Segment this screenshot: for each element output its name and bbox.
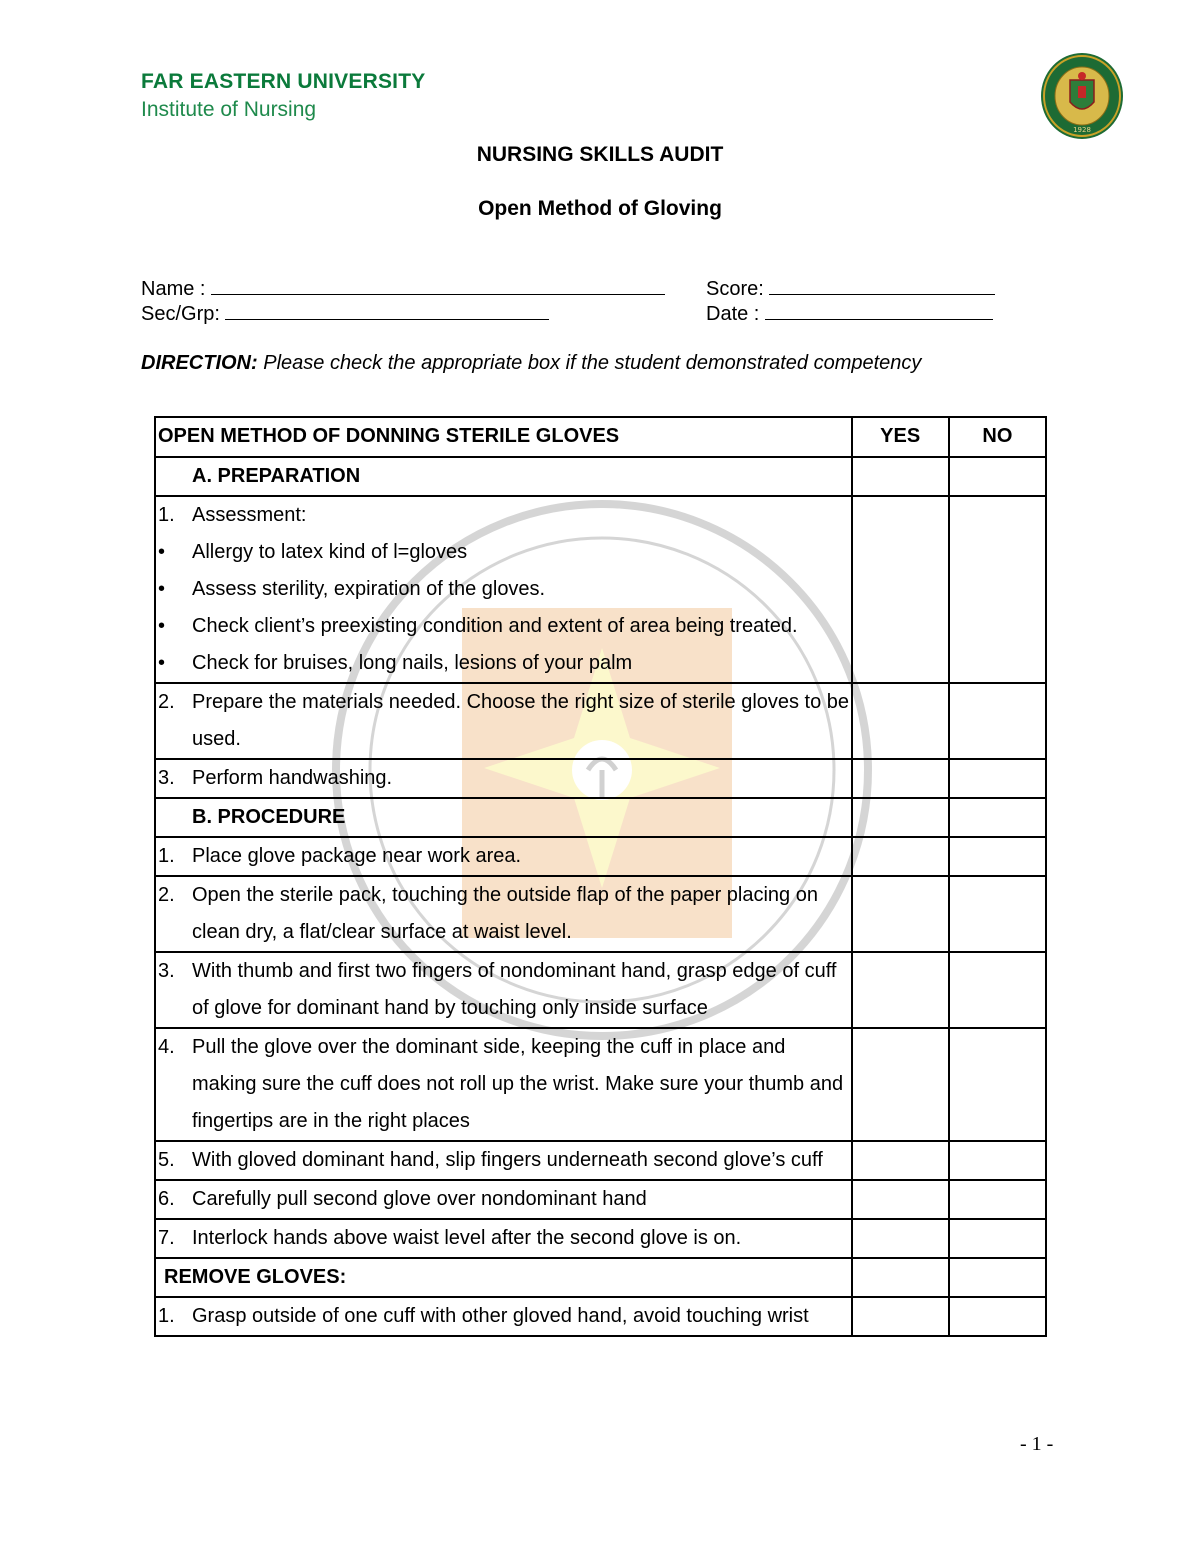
yes-checkbox[interactable] bbox=[852, 876, 949, 952]
item-number: 2. bbox=[158, 884, 175, 906]
institute-name: Institute of Nursing bbox=[141, 98, 317, 121]
no-checkbox[interactable] bbox=[949, 496, 1046, 683]
yes-checkbox[interactable] bbox=[852, 837, 949, 876]
header-yes: YES bbox=[852, 417, 949, 457]
table-row bbox=[155, 1180, 1046, 1219]
no-checkbox[interactable] bbox=[949, 683, 1046, 759]
item-number: 1. bbox=[158, 845, 175, 867]
section-title-procedure: B. PROCEDURE bbox=[192, 806, 346, 828]
no-checkbox[interactable] bbox=[949, 1180, 1046, 1219]
direction-label: DIRECTION: bbox=[141, 352, 258, 374]
item-number: 3. bbox=[158, 767, 175, 789]
no-checkbox[interactable] bbox=[949, 457, 1046, 496]
item-number: 4. bbox=[158, 1036, 175, 1058]
header-no: NO bbox=[949, 417, 1046, 457]
table-row bbox=[155, 1028, 1046, 1141]
item-text: Grasp outside of one cuff with other gloved hand, avoid touching wrist bbox=[192, 1305, 809, 1327]
section-title-preparation: A. PREPARATION bbox=[192, 465, 361, 487]
item-text: Perform handwashing. bbox=[192, 767, 393, 789]
secgrp-label: Sec/Grp: bbox=[141, 303, 220, 325]
yes-checkbox[interactable] bbox=[852, 683, 949, 759]
no-checkbox[interactable] bbox=[949, 1219, 1046, 1258]
score-label: Score: bbox=[706, 278, 764, 300]
name-label: Name : bbox=[141, 278, 206, 300]
direction-text bbox=[141, 352, 921, 375]
item-text: Place glove package near work area. bbox=[192, 845, 522, 867]
yes-checkbox[interactable] bbox=[852, 496, 949, 683]
header-skill: OPEN METHOD OF DONNING STERILE GLOVES bbox=[155, 417, 852, 457]
item-number: 3. bbox=[158, 960, 175, 982]
no-checkbox[interactable] bbox=[949, 798, 1046, 837]
university-seal-logo bbox=[1040, 52, 1124, 140]
name-blank[interactable] bbox=[211, 278, 665, 295]
date-field[interactable] bbox=[706, 303, 993, 326]
no-checkbox[interactable] bbox=[949, 1297, 1046, 1336]
yes-checkbox[interactable] bbox=[852, 1028, 949, 1141]
item-number: 2. bbox=[158, 691, 175, 713]
table-row bbox=[155, 496, 1046, 683]
date-label: Date : bbox=[706, 303, 760, 325]
section-row-procedure bbox=[155, 798, 1046, 837]
section-row-remove-gloves bbox=[155, 1258, 1046, 1297]
name-field[interactable] bbox=[141, 278, 665, 301]
yes-checkbox[interactable] bbox=[852, 1297, 949, 1336]
yes-checkbox[interactable] bbox=[852, 1141, 949, 1180]
table-row bbox=[155, 837, 1046, 876]
item-number: 1. bbox=[158, 1305, 175, 1327]
bullet-text: Check for bruises, long nails, lesions of your palm bbox=[192, 652, 633, 674]
bullet-text: Allergy to latex kind of l=gloves bbox=[192, 541, 468, 563]
yes-checkbox[interactable] bbox=[852, 952, 949, 1028]
item-text: Carefully pull second glove over nondominant hand bbox=[192, 1188, 647, 1210]
yes-checkbox[interactable] bbox=[852, 798, 949, 837]
document-title: NURSING SKILLS AUDIT bbox=[476, 143, 724, 166]
no-checkbox[interactable] bbox=[949, 1028, 1046, 1141]
table-row bbox=[155, 759, 1046, 798]
table-row bbox=[155, 952, 1046, 1028]
svg-text:1928: 1928 bbox=[1073, 126, 1091, 134]
bullet-icon: • bbox=[158, 652, 166, 674]
item-text: Open the sterile pack, touching the outside flap of the paper placing on clean dry, a flat/clear surface at waist level. bbox=[192, 884, 818, 943]
item-number: 5. bbox=[158, 1149, 175, 1171]
item-text: With thumb and first two fingers of nondominant hand, grasp edge of cuff of glove for dominant hand by touching only inside surface bbox=[192, 960, 837, 1019]
yes-checkbox[interactable] bbox=[852, 1219, 949, 1258]
bullet-text: Assess sterility, expiration of the gloves. bbox=[192, 578, 546, 600]
table-row bbox=[155, 683, 1046, 759]
section-row-preparation bbox=[155, 457, 1046, 496]
no-checkbox[interactable] bbox=[949, 952, 1046, 1028]
item-number: 7. bbox=[158, 1227, 175, 1249]
secgrp-blank[interactable] bbox=[225, 303, 549, 320]
item-text: Assessment: bbox=[192, 504, 307, 526]
secgrp-field[interactable] bbox=[141, 303, 549, 326]
no-checkbox[interactable] bbox=[949, 837, 1046, 876]
direction-body: Please check the appropriate box if the student demonstrated competency bbox=[257, 352, 922, 374]
yes-checkbox[interactable] bbox=[852, 759, 949, 798]
document-subtitle: Open Method of Gloving bbox=[478, 197, 722, 220]
table-header-row bbox=[155, 417, 1046, 457]
item-text: Pull the glove over the dominant side, keeping the cuff in place and making sure the cuff does not roll up the wrist. Make sure your thumb and fingertips are in the right places bbox=[192, 1036, 844, 1132]
no-checkbox[interactable] bbox=[949, 759, 1046, 798]
score-field[interactable] bbox=[706, 278, 995, 301]
score-blank[interactable] bbox=[769, 278, 995, 295]
table-row bbox=[155, 1219, 1046, 1258]
item-text: With gloved dominant hand, slip fingers underneath second glove’s cuff bbox=[192, 1149, 823, 1171]
no-checkbox[interactable] bbox=[949, 1258, 1046, 1297]
item-number: 6. bbox=[158, 1188, 175, 1210]
yes-checkbox[interactable] bbox=[852, 1180, 949, 1219]
audit-table bbox=[154, 416, 1047, 1337]
no-checkbox[interactable] bbox=[949, 876, 1046, 952]
yes-checkbox[interactable] bbox=[852, 457, 949, 496]
university-name: FAR EASTERN UNIVERSITY bbox=[141, 70, 426, 93]
item-text: Interlock hands above waist level after the second glove is on. bbox=[192, 1227, 742, 1249]
item-number: 1. bbox=[158, 504, 175, 526]
bullet-text: Check client’s preexisting condition and extent of area being treated. bbox=[192, 615, 798, 637]
table-row bbox=[155, 1141, 1046, 1180]
section-title-remove-gloves: REMOVE GLOVES: bbox=[164, 1266, 347, 1288]
yes-checkbox[interactable] bbox=[852, 1258, 949, 1297]
bullet-icon: • bbox=[158, 578, 166, 600]
bullet-icon: • bbox=[158, 541, 166, 563]
page-number: - 1 - bbox=[1020, 1433, 1054, 1455]
table-row bbox=[155, 1297, 1046, 1336]
date-blank[interactable] bbox=[765, 303, 993, 320]
item-text: Prepare the materials needed. Choose the right size of sterile gloves to be used. bbox=[192, 691, 850, 750]
no-checkbox[interactable] bbox=[949, 1141, 1046, 1180]
table-row bbox=[155, 876, 1046, 952]
bullet-icon: • bbox=[158, 615, 166, 637]
